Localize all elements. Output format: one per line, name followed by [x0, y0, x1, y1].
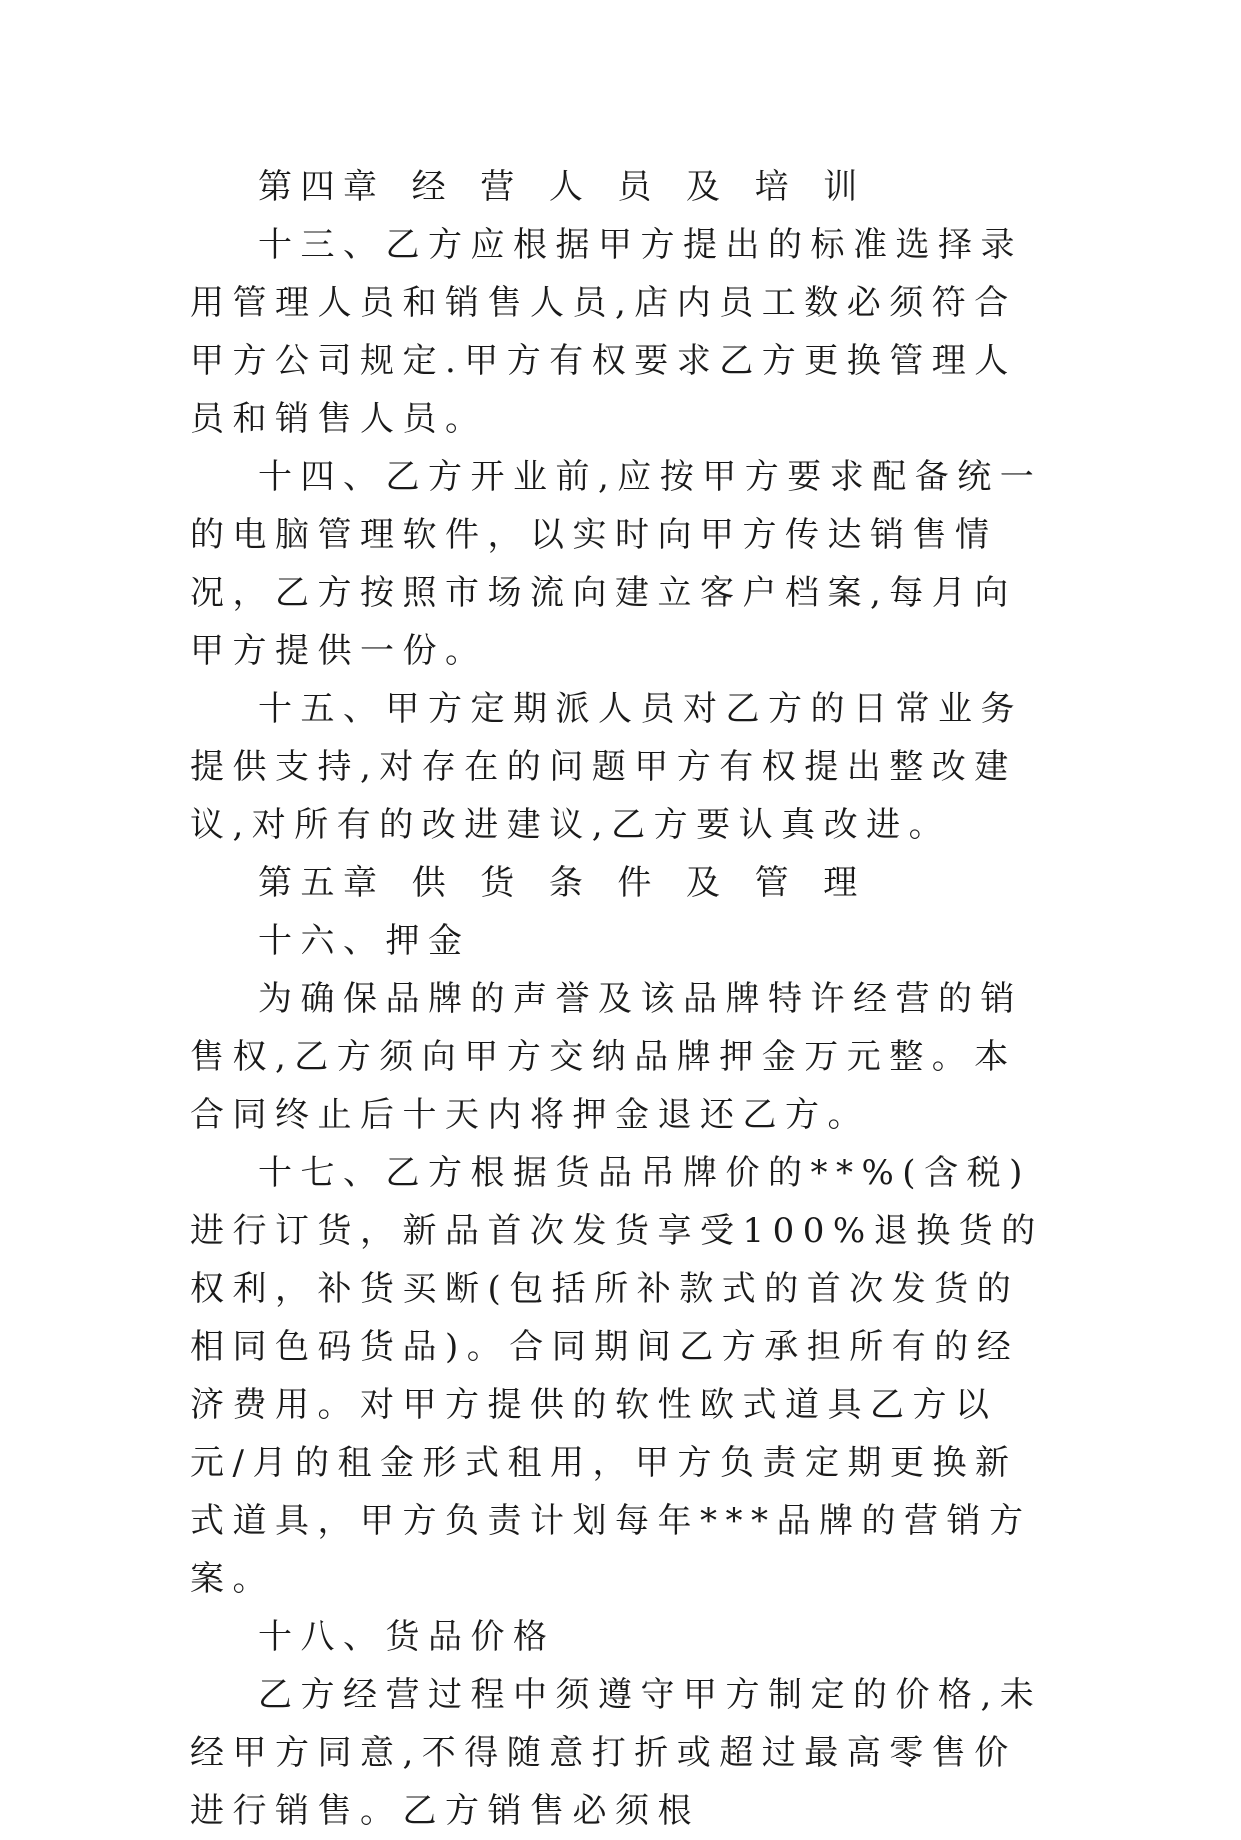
clause-18-heading: 十八、货品价格	[258, 1617, 556, 1657]
clause-15: 十五、甲方定期派人员对乙方的日常业务提供支持,对存在的问题甲方有权提出整改建议,对所有的改进建议,乙方要认真改进。	[190, 689, 1023, 845]
clause-17: 十七、乙方根据货品吊牌价的**%(含税)进行订货，新品首次发货享受100%退换货的权利，补货买断(包括所补款式的首次发货的相同色码货品)。合同期间乙方承担所有的经济费用。对甲方提供的软性欧式道具乙方以元/月的租金形式租用，甲方负责定期更换新式道具，甲方负责计划每年***品牌的营销方案。	[190, 1153, 1044, 1599]
clause-16-heading: 十六、押金	[258, 921, 471, 961]
clause-13: 十三、乙方应根据甲方提出的标准选择录用管理人员和销售人员,店内员工数必须符合甲方公司规定.甲方有权要求乙方更换管理人员和销售人员。	[190, 225, 1023, 439]
chapter-5-heading: 第五章 供 货 条 件 及 管 理	[258, 863, 866, 903]
chapter-4-heading: 第四章 经 营 人 员 及 培 训	[258, 167, 866, 207]
clause-16-body: 为确保品牌的声誉及该品牌特许经营的销售权,乙方须向甲方交纳品牌押金万元整。本合同终止后十天内将押金退还乙方。	[190, 979, 1023, 1135]
document-body	[190, 158, 1050, 1840]
clause-14: 十四、乙方开业前,应按甲方要求配备统一的电脑管理软件，以实时向甲方传达销售情况，乙方按照市场流向建立客户档案,每月向甲方提供一份。	[190, 457, 1043, 671]
clause-18-body: 乙方经营过程中须遵守甲方制定的价格,未经甲方同意,不得随意打折或超过最高零售价进行销售。乙方销售必须根	[190, 1675, 1043, 1831]
